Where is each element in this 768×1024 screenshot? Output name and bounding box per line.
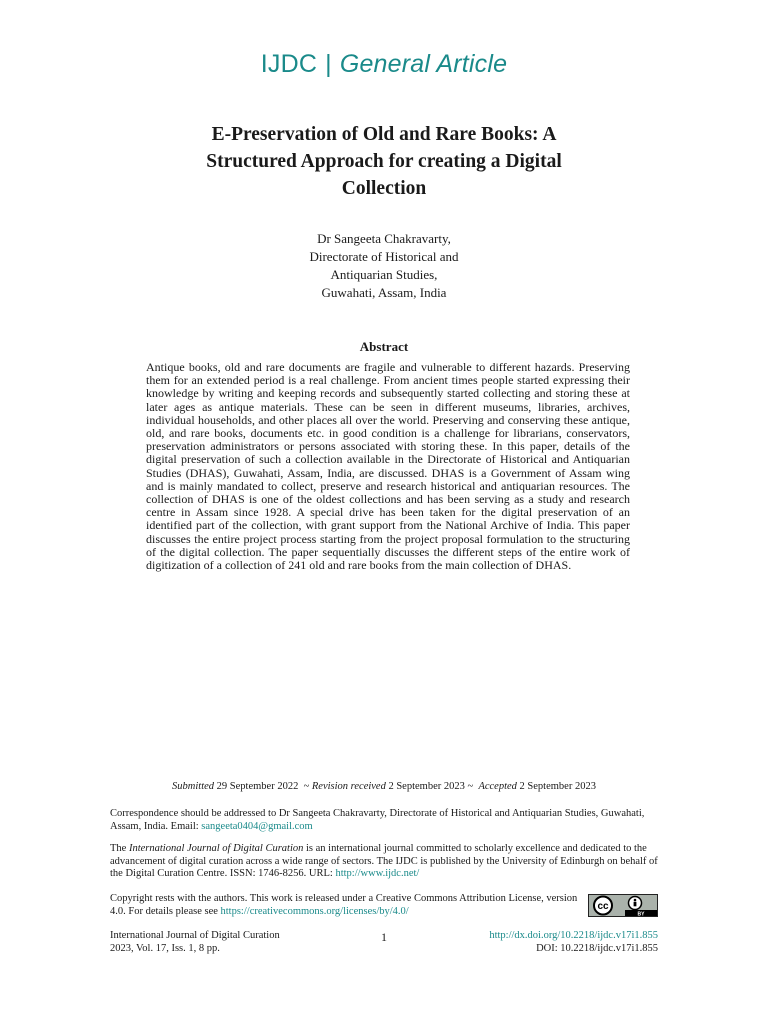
author-location: Guwahati, Assam, India <box>321 285 447 300</box>
correspondence-note <box>110 808 658 833</box>
copyright-note <box>110 893 580 918</box>
submission-dates <box>0 781 768 792</box>
submitted-date: 29 September 2022 <box>216 781 299 792</box>
doi-url-link[interactable]: http://dx.doi.org/10.2218/ijdc.v17i1.855 <box>489 930 658 941</box>
accepted-label: Accepted <box>478 781 517 792</box>
author-email-link[interactable]: sangeeta0404@gmail.com <box>201 820 313 832</box>
header-separator: | <box>325 50 332 78</box>
author-affiliation-1: Directorate of Historical and <box>309 249 459 264</box>
date-separator: ~ <box>303 781 310 792</box>
author-affiliation-2: Antiquarian Studies, <box>330 267 438 282</box>
accepted-date: 2 September 2023 <box>519 781 596 792</box>
article-type: General Article <box>339 50 508 78</box>
author-name: Dr Sangeeta Chakravarty, <box>317 231 451 246</box>
doi-text: DOI: 10.2218/ijdc.v17i1.855 <box>536 942 658 954</box>
title-line-2: Structured Approach for creating a Digital <box>206 151 562 172</box>
date-separator: ~ <box>467 781 474 792</box>
page-number: 1 <box>381 930 387 944</box>
title-line-3: Collection <box>341 178 427 199</box>
about-prefix: The <box>110 843 127 854</box>
revision-label: Revision received <box>311 781 386 792</box>
footer-journal-info <box>110 930 360 955</box>
about-journal-name: International Journal of Digital Curation <box>128 843 304 854</box>
cc-label: cc <box>597 901 609 912</box>
footer-doi <box>408 930 658 955</box>
copyright-text: Copyright rests with the authors. This work is released under a Creative Commons Attribution License, version 4.0. For details please see <box>110 893 578 917</box>
journal-about-note <box>110 843 658 881</box>
title-line-1: E-Preservation of Old and Rare Books: A <box>211 124 557 145</box>
abstract-text: Antique books, old and rare documents are fragile and vulnerable to different hazards. Preserving them for an extended period is a real challenge. From ancient times people started expressing their knowledge by writing and keeping records and subsequently started collecting and storing these at later ages as antique materials. These can be seen in different museums, libraries, archives, individual households, and other places all over the world. Preserving and conserving these antique, old, and rare books, documents etc. in good condition is a challenge for librarians, conservators, preservation administrators or persons associated with storing these. In this paper, details of the digital preservation of such a collection available in the Directorate of Historical and Antiquarian Studies (DHAS), Guwahati, Assam, India, are discussed. DHAS is a Government of Assam wing and is mainly mandated to collect, preserve and research historical and antiquarian resources. The collection of DHAS is one of the oldest collections and has been serving as a study and research centre in Assam since 1928. A special drive has been taken for the digital preservation of an identified part of the collection, with grant support from the National Archive of India. This paper discusses the entire project process starting from the project proposal formulation to the structuring of the digital collection. The paper sequentially discusses the different steps of the entire work of digitization of a collection of 241 old and rare books from the main collection of DHAS. <box>146 360 630 573</box>
cc-by-license-icon[interactable] <box>588 894 658 917</box>
correspondence-text: Correspondence should be addressed to Dr Sangeeta Chakravarty, Directorate of Historical and Antiquarian Studies, Guwahati, Assam, India. Email: <box>110 808 645 832</box>
by-label: BY <box>637 911 645 916</box>
journal-url-link[interactable]: http://www.ijdc.net/ <box>335 868 420 879</box>
submitted-label: Submitted <box>172 781 215 792</box>
revision-date: 2 September 2023 <box>388 781 465 792</box>
journal-name: IJDC <box>260 50 318 78</box>
abstract-heading: Abstract <box>359 339 409 354</box>
journal-header <box>0 50 768 79</box>
article-title <box>120 121 648 202</box>
cc-by-badge-graphic <box>589 895 657 916</box>
license-url-link[interactable]: https://creativecommons.org/licenses/by/4.0/ <box>220 905 409 917</box>
author-block <box>200 230 568 302</box>
about-text: is an international journal committed to scholarly excellence and dedicated to the advancement of digital curation across a wide range of sectors. The IJDC is published by the University of Edinburgh on behalf of the Digital Curation Centre. ISSN: 1746-8256. URL: <box>110 843 658 879</box>
footer-issue: 2023, Vol. 17, Iss. 1, 8 pp. <box>110 942 220 954</box>
footer-journal-name: International Journal of Digital Curation <box>110 930 280 941</box>
